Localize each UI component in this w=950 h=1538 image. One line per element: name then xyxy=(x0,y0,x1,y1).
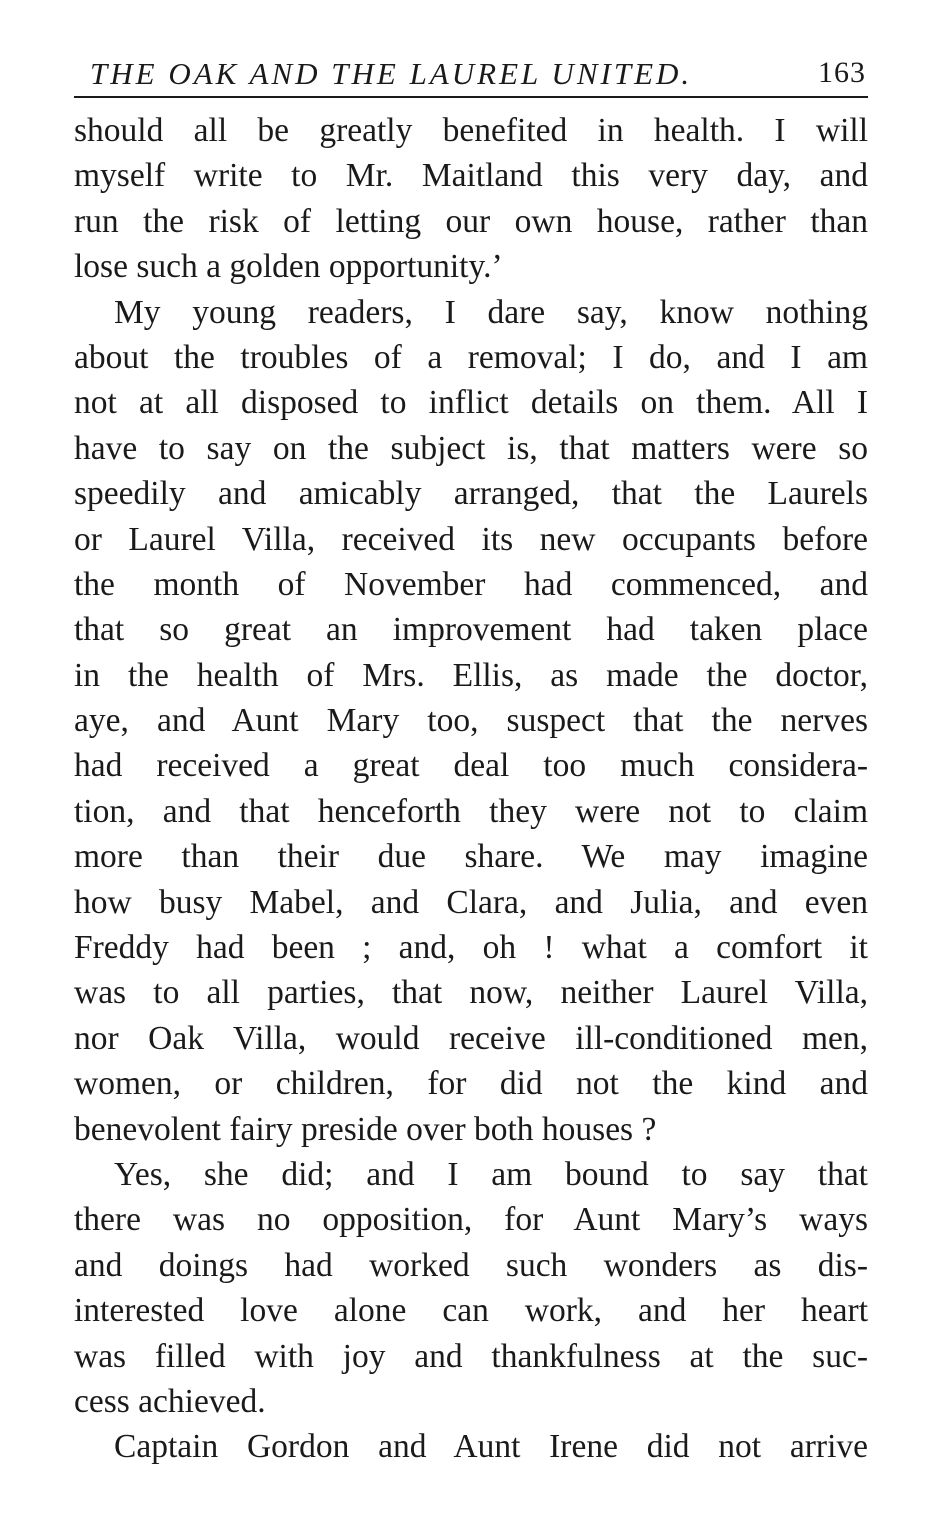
text-line: tion, and that henceforth they were not to claim xyxy=(74,792,868,830)
paragraph-start-line: Captain Gordon and Aunt Irene did not arrive xyxy=(114,1428,868,1466)
text-line: nor Oak Villa, would receive ill-conditioned men, xyxy=(74,1019,868,1057)
text-line: in the health of Mrs. Ellis, as made the doctor, xyxy=(74,656,868,694)
text-line: should all be greatly benefited in health. I will xyxy=(74,112,868,149)
text-line: interested love alone can work, and her heart xyxy=(74,1292,868,1330)
text-line: speedily and amicably arranged, that the Laurels xyxy=(74,475,868,513)
text-line: myself write to Mr. Maitland this very day, and xyxy=(74,157,868,195)
text-line: more than their due share. We may imagine xyxy=(74,838,868,876)
book-page xyxy=(74,52,868,1470)
text-line: had received a great deal too much considera- xyxy=(74,747,868,785)
running-head xyxy=(74,52,868,98)
text-line: not at all disposed to inflict details on them. All I xyxy=(74,384,868,422)
text-line: and doings had worked such wonders as dis- xyxy=(74,1246,868,1284)
text-line: or Laurel Villa, received its new occupants before xyxy=(74,520,868,558)
text-line: was to all parties, that now, neither Laurel Villa, xyxy=(74,974,868,1012)
text-line: was filled with joy and thankfulness at the suc- xyxy=(74,1337,868,1375)
text-line: have to say on the subject is, that matters were so xyxy=(74,429,868,467)
text-line: lose such a golden opportunity.’ xyxy=(74,248,503,286)
text-line: aye, and Aunt Mary too, suspect that the nerves xyxy=(74,702,868,740)
text-line: cess achieved. xyxy=(74,1382,266,1420)
text-line: that so great an improvement had taken place xyxy=(74,611,868,649)
text-line: how busy Mabel, and Clara, and Julia, and even xyxy=(74,883,868,921)
page-number: 163 xyxy=(818,56,866,89)
text-line: benevolent fairy preside over both houses ? xyxy=(74,1110,657,1148)
text-line: Freddy had been ; and, oh ! what a comfort it xyxy=(74,929,868,967)
text-line: about the troubles of a removal; I do, and I am xyxy=(74,338,868,376)
running-title: THE OAK AND THE LAUREL UNITED. xyxy=(90,56,693,91)
paragraph-start-line: Yes, she did; and I am bound to say that xyxy=(114,1155,868,1193)
text-line: run the risk of letting our own house, rather than xyxy=(74,202,868,240)
text-line: the month of November had commenced, and xyxy=(74,565,868,603)
text-line: there was no opposition, for Aunt Mary’s ways xyxy=(74,1201,868,1239)
paragraph-start-line: My young readers, I dare say, know nothing xyxy=(114,293,868,331)
text-line: women, or children, for did not the kind and xyxy=(74,1065,868,1103)
body-text xyxy=(74,108,868,1470)
